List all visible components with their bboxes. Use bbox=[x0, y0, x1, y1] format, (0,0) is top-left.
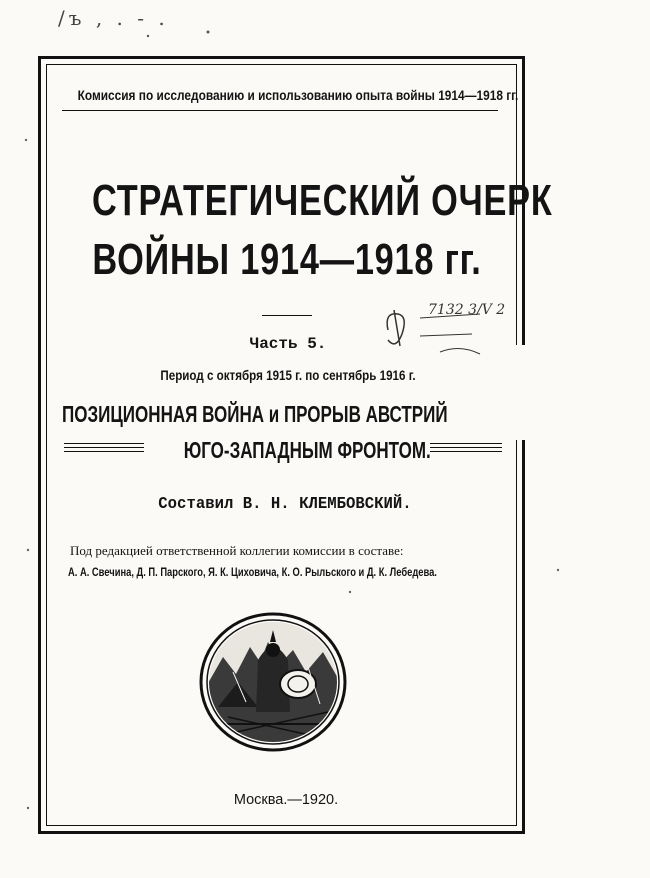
editors-intro: Под редакцией ответственной коллегии комиссии в составе: bbox=[70, 543, 404, 558]
imprint-place-year: Москва.—1920. bbox=[233, 792, 339, 808]
ornamental-rule-right bbox=[430, 443, 502, 453]
svg-text:7132 3/V 2: 7132 3/V 2 bbox=[428, 302, 506, 318]
ornamental-rule-left bbox=[64, 443, 144, 453]
commission-heading: Комиссия по исследованию и использованию опыта войны 1914—1918 гг. bbox=[77, 88, 519, 103]
publisher-emblem-image bbox=[198, 612, 348, 752]
header-rule bbox=[62, 110, 498, 111]
period-line: Период с октября 1915 г. по сентябрь 1916 г. bbox=[160, 368, 416, 383]
part-number: Часть 5. bbox=[249, 335, 327, 353]
editors-names: А. А. Свечина, Д. П. Парского, Я. К. Циховича, К. О. Рыльского и Д. К. Лебедева. bbox=[68, 565, 437, 579]
title-divider bbox=[262, 315, 312, 316]
main-title-line-1: СТРАТЕГИЧЕСКИЙ ОЧЕРК bbox=[92, 176, 553, 225]
subtitle-line-1: ПОЗИЦИОННАЯ ВОЙНА и ПРОРЫВ АВСТРИЙ bbox=[62, 401, 448, 427]
handwritten-corner-mark: /ъ , . - . bbox=[58, 6, 169, 30]
compiled-by: Составил В. Н. КЛЕМБОВСКИЙ. bbox=[158, 495, 412, 514]
main-title-line-2: ВОЙНЫ 1914—1918 гг. bbox=[92, 235, 482, 284]
subtitle-line-2: ЮГО-ЗАПАДНЫМ ФРОНТОМ. bbox=[183, 437, 431, 463]
